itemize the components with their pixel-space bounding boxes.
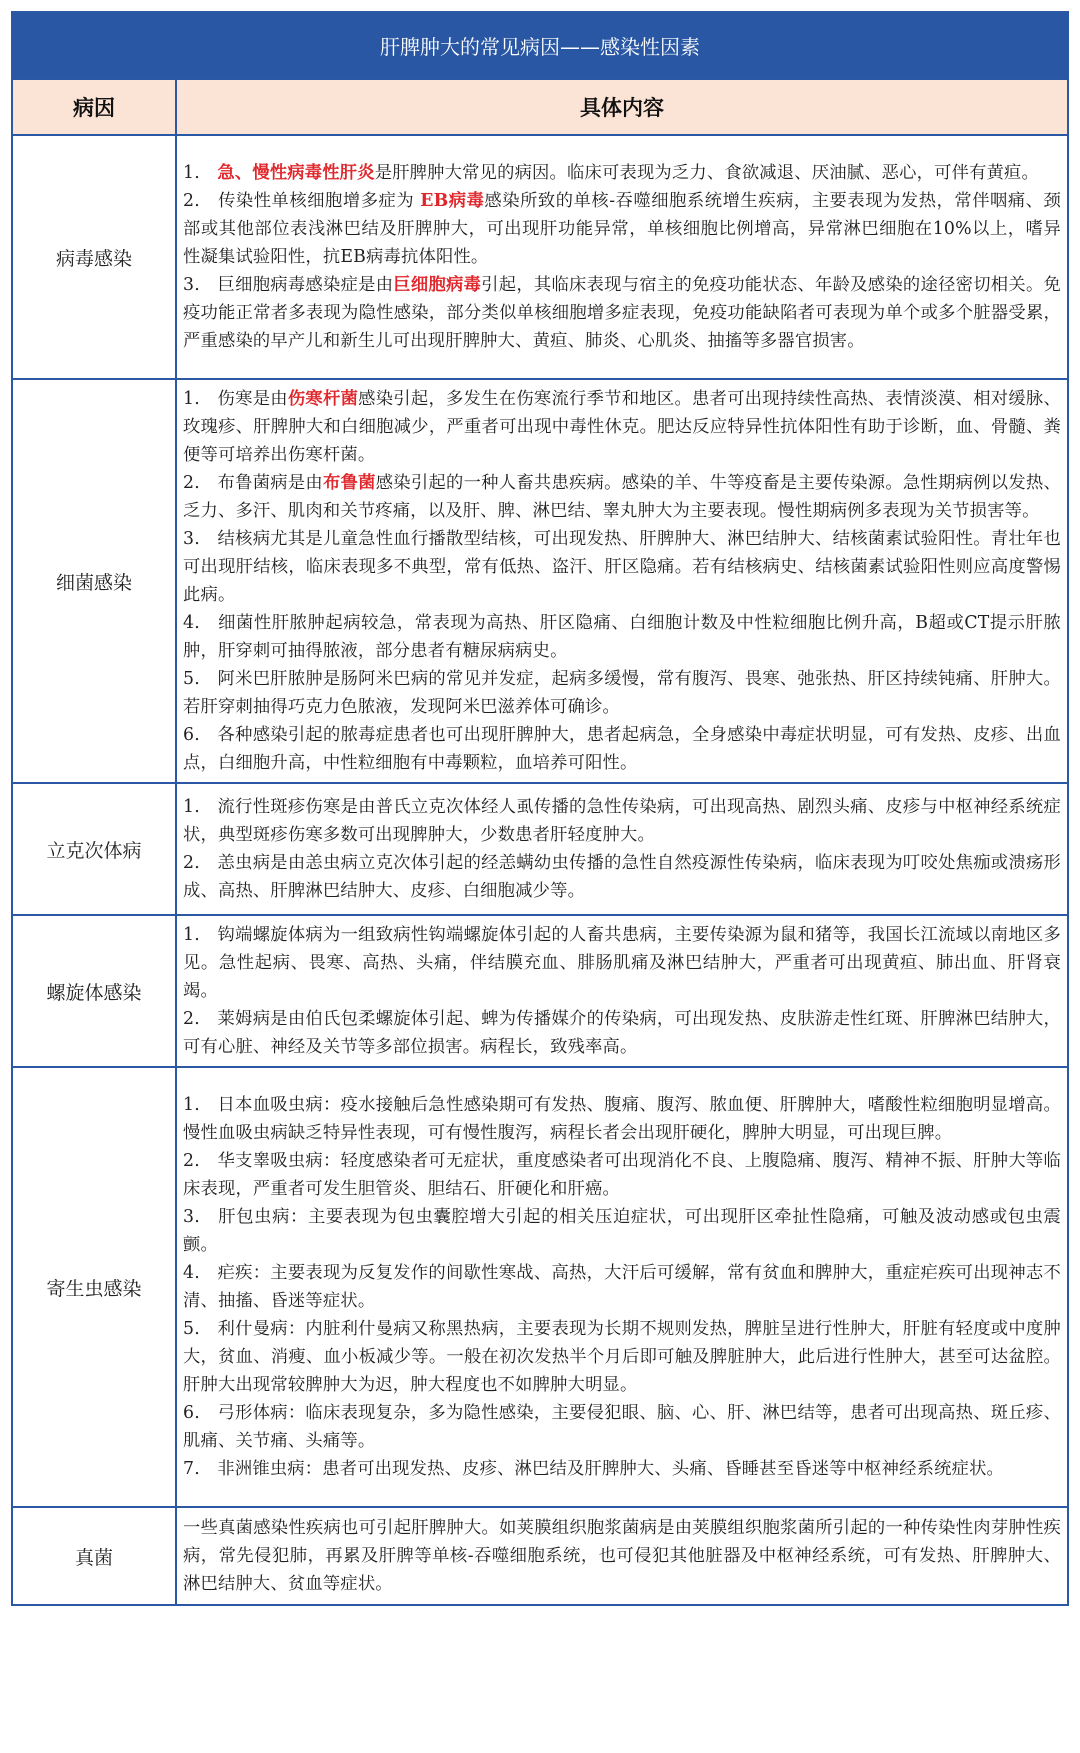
item-text: 4. 细菌性肝脓肿起病较急，常表现为高热、肝区隐痛、白细胞计数及中性粒细胞比例升高，B超或CT提示肝脓肿，肝穿刺可抽得脓液，部分患者有糖尿病病史。 [183, 613, 1061, 661]
cause-cell: 病毒感染 [12, 135, 176, 379]
highlight-text: EB病毒 [420, 191, 485, 211]
list-item [183, 1259, 1061, 1315]
table-row [12, 783, 1068, 915]
item-text: 是肝脾肿大常见的病因。临床可表现为乏力、食欲减退、厌油腻、恶心，可伴有黄疸。 [374, 163, 1040, 183]
item-text: 1. 伤寒是由 [183, 389, 288, 409]
item-text: 感染引起，多发生在伤寒流行季节和地区。患者可出现持续性高热、表情淡漠、相对缓脉、玫瑰疹、肝脾肿大和白细胞减少，严重者可出现中毒性休克。肥达反应特异性抗体阳性有助于诊断，血、骨髓、粪便等可培养出伤寒杆菌。 [183, 389, 1061, 465]
item-text: 4. 疟疾：主要表现为反复发作的间歇性寒战、高热，大汗后可缓解，常有贫血和脾肿大，重症疟疾可出现神志不清、抽搐、昏迷等症状。 [183, 1263, 1061, 1311]
table-row [12, 135, 1068, 379]
table-row [12, 1067, 1068, 1507]
content-cell [176, 783, 1068, 915]
item-text: 2. 华支睾吸虫病：轻度感染者可无症状，重度感染者可出现消化不良、上腹隐痛、腹泻、精神不振、肝肿大等临床表现，严重者可发生胆管炎、胆结石、肝硬化和肝癌。 [183, 1151, 1061, 1199]
list-item [183, 1203, 1061, 1259]
item-text: 2. 布鲁菌病是由 [183, 473, 323, 493]
table-row [12, 1507, 1068, 1605]
list-item [183, 849, 1061, 905]
header-content: 具体内容 [176, 79, 1068, 135]
table-row [12, 915, 1068, 1067]
cause-cell: 寄生虫感染 [12, 1067, 176, 1507]
list-item [183, 525, 1061, 609]
list-item [183, 793, 1061, 849]
list-item [183, 1091, 1061, 1147]
item-text: 引起，其临床表现与宿主的免疫功能状态、年龄及感染的途径密切相关。免疫功能正常者多表现为隐性感染，部分类似单核细胞增多症表现，免疫功能缺陷者可表现为单个或多个脏器受累，严重感染的早产儿和新生儿可出现肝脾肿大、黄疸、肺炎、心肌炎、抽搐等多器官损害。 [183, 275, 1061, 351]
highlight-text: 急、慢性病毒性肝炎 [217, 163, 375, 183]
list-item [183, 1005, 1061, 1061]
item-text: 3. 巨细胞病毒感染症是由 [183, 275, 394, 295]
item-text: 1. [183, 163, 218, 183]
content-cell [176, 379, 1068, 783]
item-text: 3. 肝包虫病：主要表现为包虫囊腔增大引起的相关压迫症状，可出现肝区牵扯性隐痛，可触及波动感或包虫震颤。 [183, 1207, 1061, 1255]
item-text: 1. 流行性斑疹伤寒是由普氏立克次体经人虱传播的急性传染病，可出现高热、剧烈头痛、皮疹与中枢神经系统症状，典型斑疹伤寒多数可出现脾肿大，少数患者肝轻度肿大。 [183, 797, 1061, 845]
table-title: 肝脾肿大的常见病因——感染性因素 [12, 12, 1068, 79]
list-item [183, 721, 1061, 777]
header-cause: 病因 [12, 79, 176, 135]
item-text: 2. 传染性单核细胞增多症为 [183, 191, 421, 211]
list-item [183, 1315, 1061, 1399]
item-text: 5. 利什曼病：内脏利什曼病又称黑热病，主要表现为长期不规则发热，脾脏呈进行性肿大，肝脏有轻度或中度肿大，贫血、消瘦、血小板减少等。一般在初次发热半个月后即可触及脾脏肿大，此后进行性肿大，甚至可达盆腔。肝肿大出现常较脾肿大为迟，肿大程度也不如脾肿大明显。 [183, 1319, 1061, 1395]
list-item [183, 1147, 1061, 1203]
item-text: 7. 非洲锥虫病：患者可出现发热、皮疹、淋巴结及肝脾肿大、头痛、昏睡甚至昏迷等中枢神经系统症状。 [183, 1459, 1005, 1479]
item-text: 6. 弓形体病：临床表现复杂，多为隐性感染，主要侵犯眼、脑、心、肝、淋巴结等，患者可出现高热、斑丘疹、肌痛、关节痛、头痛等。 [183, 1403, 1061, 1451]
item-text: 1. 日本血吸虫病：疫水接触后急性感染期可有发热、腹痛、腹泻、脓血便、肝脾肿大，嗜酸性粒细胞明显增高。慢性血吸虫病缺乏特异性表现，可有慢性腹泻，病程长者会出现肝硬化，脾肿大明显，可出现巨脾。 [183, 1095, 1061, 1143]
list-item [183, 665, 1061, 721]
table-row [12, 379, 1068, 783]
item-text: 感染引起的一种人畜共患疾病。感染的羊、牛等疫畜是主要传染源。急性期病例以发热、乏力、多汗、肌肉和关节疼痛，以及肝、脾、淋巴结、睾丸肿大为主要表现。慢性期病例多表现为关节损害等。 [183, 473, 1061, 521]
list-item [183, 469, 1061, 525]
cause-cell: 螺旋体感染 [12, 915, 176, 1067]
list-item [183, 1399, 1061, 1455]
content-cell [176, 135, 1068, 379]
item-text: 感染所致的单核-吞噬细胞系统增生疾病，主要表现为发热，常伴咽痛、颈部或其他部位表浅淋巴结及肝脾肿大，可出现肝功能异常，单核细胞比例增高，异常淋巴细胞在10%以上，嗜异性凝集试验阳性，抗EB病毒抗体阳性。 [183, 191, 1061, 267]
item-text: 5. 阿米巴肝脓肿是肠阿米巴病的常见并发症，起病多缓慢，常有腹泻、畏寒、弛张热、肝区持续钝痛、肝肿大。若肝穿刺抽得巧克力色脓液，发现阿米巴滋养体可确诊。 [183, 669, 1061, 717]
list-item [183, 385, 1061, 469]
item-text: 2. 莱姆病是由伯氏包柔螺旋体引起、蜱为传播媒介的传染病，可出现发热、皮肤游走性红斑、肝脾淋巴结肿大，可有心脏、神经及关节等多部位损害。病程长，致残率高。 [183, 1009, 1061, 1057]
item-text: 6. 各种感染引起的脓毒症患者也可出现肝脾肿大，患者起病急，全身感染中毒症状明显，可有发热、皮疹、出血点，白细胞升高，中性粒细胞有中毒颗粒，血培养可阳性。 [183, 725, 1061, 773]
content-cell [176, 915, 1068, 1067]
highlight-text: 巨细胞病毒 [393, 275, 482, 295]
cause-cell: 立克次体病 [12, 783, 176, 915]
item-text: 3. 结核病尤其是儿童急性血行播散型结核，可出现发热、肝脾肿大、淋巴结肿大、结核菌素试验阳性。青壮年也可出现肝结核，临床表现多不典型，常有低热、盗汗、肝区隐痛。若有结核病史、结核菌素试验阳性则应高度警惕此病。 [183, 529, 1061, 605]
list-item [183, 609, 1061, 665]
item-text: 一些真菌感染性疾病也可引起肝脾肿大。如荚膜组织胞浆菌病是由荚膜组织胞浆菌所引起的一种传染性肉芽肿性疾病，常先侵犯肺，再累及肝脾等单核-吞噬细胞系统，也可侵犯其他脏器及中枢神经系统，可有发热、肝脾肿大、淋巴结肿大、贫血等症状。 [183, 1518, 1061, 1594]
list-item [183, 187, 1061, 271]
item-text: 1. 钩端螺旋体病为一组致病性钩端螺旋体引起的人畜共患病，主要传染源为鼠和猪等，我国长江流域以南地区多见。急性起病、畏寒、高热、头痛，伴结膜充血、腓肠肌痛及淋巴结肿大，严重者可出现黄疸、肺出血、肝肾衰竭。 [183, 925, 1061, 1001]
list-item [183, 1455, 1061, 1483]
highlight-text: 伤寒杆菌 [287, 389, 359, 409]
list-item [183, 159, 1061, 187]
highlight-text: 布鲁菌 [323, 473, 376, 493]
content-cell [176, 1067, 1068, 1507]
content-cell [176, 1507, 1068, 1605]
cause-cell: 真菌 [12, 1507, 176, 1605]
list-item [183, 1514, 1061, 1598]
item-text: 2. 恙虫病是由恙虫病立克次体引起的经恙螨幼虫传播的急性自然疫源性传染病，临床表现为叮咬处焦痂或溃疡形成、高热、肝脾淋巴结肿大、皮疹、白细胞减少等。 [183, 853, 1061, 901]
title-row [12, 12, 1068, 79]
cause-cell: 细菌感染 [12, 379, 176, 783]
cause-table [11, 11, 1069, 1606]
header-row [12, 79, 1068, 135]
table-body [12, 135, 1068, 1605]
list-item [183, 921, 1061, 1005]
list-item [183, 271, 1061, 355]
